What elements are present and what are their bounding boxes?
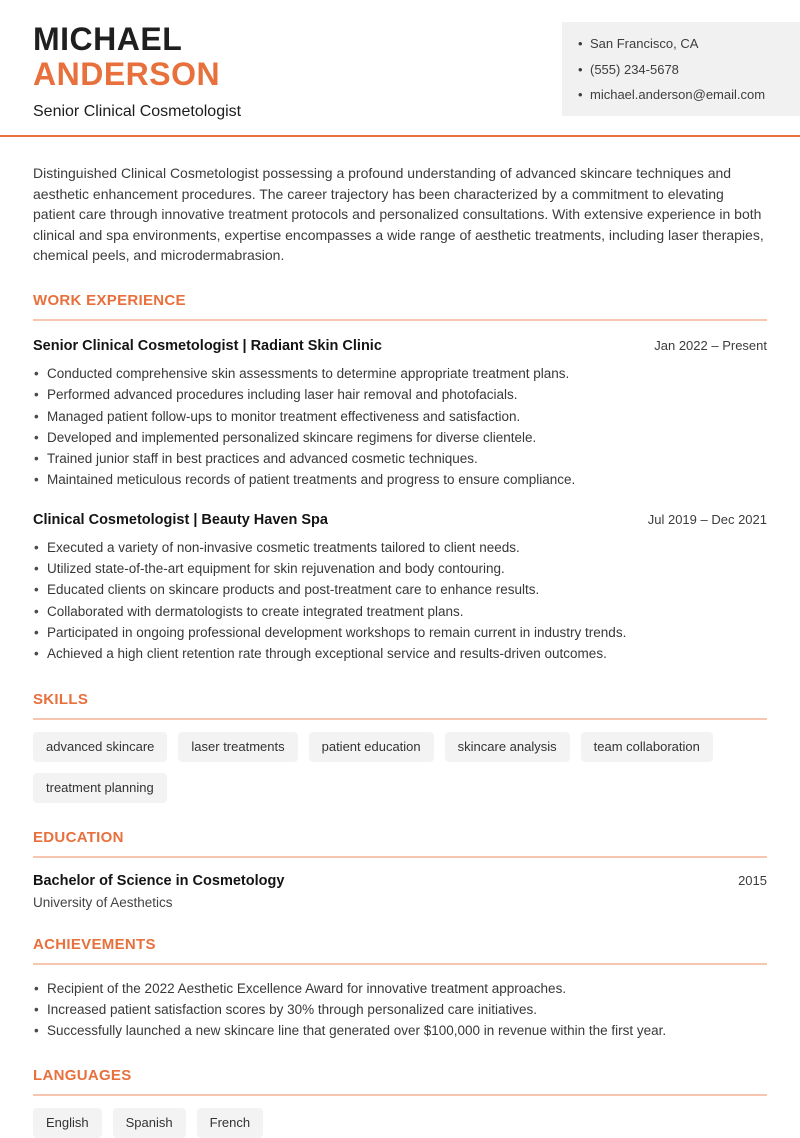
job-dates: Jan 2022 – Present: [654, 337, 767, 353]
job-entry: [33, 338, 767, 491]
education-school: University of Aesthetics: [33, 894, 173, 910]
contact-box: [562, 22, 800, 116]
education-degree: Bachelor of Science in Cosmetology: [33, 872, 285, 889]
languages-chip-row: [33, 1108, 767, 1138]
job-title: Senior Clinical Cosmetologist | Radiant Skin Clinic: [33, 337, 382, 354]
skill-chip: skincare analysis: [445, 732, 570, 762]
achievements-list: [33, 978, 767, 1042]
job-header: [33, 512, 767, 528]
bullet-item: • Achieved a high client retention rate through exceptional service and results-driven outcomes.: [33, 643, 767, 664]
education-year: 2015: [738, 872, 767, 888]
skill-chip: advanced skincare: [33, 732, 167, 762]
job-bullet-list: [33, 363, 767, 491]
skill-chip: treatment planning: [33, 773, 167, 803]
bullet-item: • Participated in ongoing professional development workshops to remain current in industry trends.: [33, 622, 767, 643]
name-block: [33, 22, 241, 121]
language-chip: Spanish: [113, 1108, 186, 1138]
bullet-item: • Recipient of the 2022 Aesthetic Excellence Award for innovative treatment approaches.: [33, 978, 767, 999]
education-heading: EDUCATION: [33, 829, 767, 858]
bullet-item: • Maintained meticulous records of patient treatments and progress to ensure compliance.: [33, 469, 767, 490]
bullet-item: • Managed patient follow-ups to monitor treatment effectiveness and satisfaction.: [33, 406, 767, 427]
resume-header: [0, 0, 800, 137]
contact-email: • michael.anderson@email.com: [578, 86, 790, 103]
bullet-item: • Increased patient satisfaction scores by 30% through personalized care initiatives.: [33, 999, 767, 1020]
bullet-item: • Successfully launched a new skincare line that generated over $100,000 in revenue within the first year.: [33, 1020, 767, 1041]
job-headline: Senior Clinical Cosmetologist: [33, 103, 242, 120]
bullet-item: • Educated clients on skincare products and post-treatment care to enhance results.: [33, 579, 767, 600]
bullet-item: • Performed advanced procedures including laser hair removal and photofacials.: [33, 384, 767, 405]
contact-location: • San Francisco, CA: [578, 35, 790, 52]
languages-heading: LANGUAGES: [33, 1067, 767, 1096]
section-languages: [33, 1067, 767, 1138]
job-bullet-list: [33, 537, 767, 665]
last-name: ANDERSON: [33, 56, 221, 92]
skill-chip: laser treatments: [178, 732, 297, 762]
bullet-item: • Utilized state-of-the-art equipment for skin rejuvenation and body contouring.: [33, 558, 767, 579]
job-dates: Jul 2019 – Dec 2021: [647, 511, 767, 527]
section-education: [33, 829, 767, 910]
bullet-item: • Trained junior staff in best practices and advanced cosmetic techniques.: [33, 448, 767, 469]
job-header: [33, 338, 767, 354]
bullet-item: • Developed and implemented personalized skincare regimens for diverse clientele.: [33, 427, 767, 448]
language-chip: English: [33, 1108, 102, 1138]
skills-heading: SKILLS: [33, 691, 767, 720]
skills-chip-row: [33, 732, 767, 803]
first-name: MICHAEL: [33, 21, 183, 57]
education-row: [33, 873, 767, 889]
job-title: Clinical Cosmetologist | Beauty Haven Spa: [33, 511, 328, 528]
achievements-heading: ACHIEVEMENTS: [33, 936, 767, 965]
language-chip: French: [197, 1108, 263, 1138]
bullet-item: • Executed a variety of non-invasive cosmetic treatments tailored to client needs.: [33, 537, 767, 558]
contact-phone: • (555) 234-5678: [578, 61, 790, 78]
bullet-item: • Collaborated with dermatologists to create integrated treatment plans.: [33, 601, 767, 622]
section-work-experience: [33, 292, 767, 665]
job-entry: [33, 512, 767, 665]
skill-chip: team collaboration: [581, 732, 713, 762]
resume-body: [0, 163, 800, 1138]
section-skills: [33, 691, 767, 803]
skill-chip: patient education: [309, 732, 434, 762]
summary-paragraph: Distinguished Clinical Cosmetologist possessing a profound understanding of advanced skincare techniques and aesthetic enhancement procedures. The career trajectory has been characterized by a commitment to elevating patient care through innovative treatment protocols and personalized consultations. With extensive experience in both clinical and spa environments, expertise encompasses a wide range of aesthetic treatments, including laser therapies, chemical peels, and microdermabrasion.: [33, 165, 764, 264]
bullet-item: • Conducted comprehensive skin assessments to determine appropriate treatment plans.: [33, 363, 767, 384]
section-achievements: [33, 936, 767, 1042]
work-experience-heading: WORK EXPERIENCE: [33, 292, 767, 321]
